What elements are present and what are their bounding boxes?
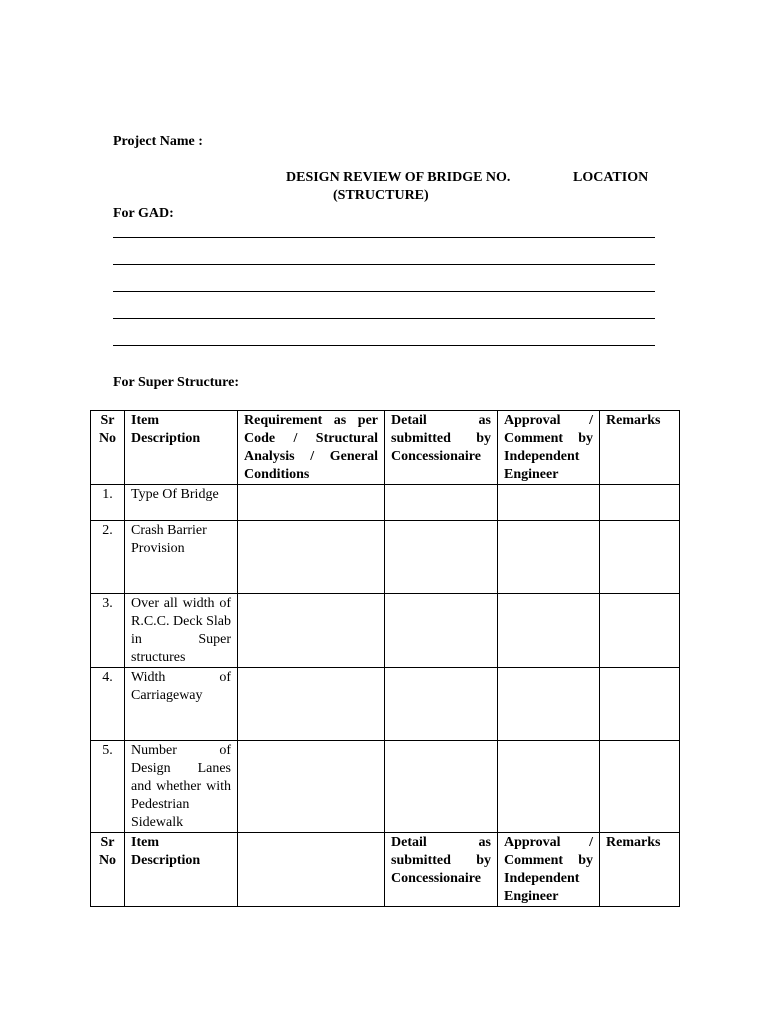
table-row bbox=[91, 521, 680, 594]
repeat-header-requirement bbox=[238, 833, 385, 907]
row-requirement-cell[interactable] bbox=[238, 668, 385, 741]
row-remarks-cell[interactable] bbox=[600, 521, 680, 594]
header-sr-no: Sr No bbox=[91, 411, 125, 485]
row-sr-no: 3. bbox=[91, 594, 125, 668]
header-requirement: Requirement as per Code / Structural Analysis / General Conditions bbox=[238, 411, 385, 485]
table-repeat-header-row bbox=[91, 833, 680, 907]
table-row bbox=[91, 741, 680, 833]
row-sr-no: 2. bbox=[91, 521, 125, 594]
row-requirement-cell[interactable] bbox=[238, 741, 385, 833]
row-detail-cell[interactable] bbox=[385, 521, 498, 594]
table-row bbox=[91, 594, 680, 668]
repeat-header-detail: Detail as submitted by Concessionaire bbox=[385, 833, 498, 907]
row-approval-cell[interactable] bbox=[498, 668, 600, 741]
row-detail-cell[interactable] bbox=[385, 485, 498, 521]
table-row bbox=[91, 485, 680, 521]
header-approval: Approval / Comment by Independent Engineer bbox=[498, 411, 600, 485]
super-structure-review-table bbox=[90, 410, 680, 907]
gad-blank-line bbox=[113, 264, 655, 265]
row-detail-cell[interactable] bbox=[385, 594, 498, 668]
table-header-row bbox=[91, 411, 680, 485]
for-super-structure-label: For Super Structure: bbox=[113, 375, 239, 390]
header-remarks: Remarks bbox=[600, 411, 680, 485]
table-row bbox=[91, 668, 680, 741]
row-detail-cell[interactable] bbox=[385, 668, 498, 741]
row-requirement-cell[interactable] bbox=[238, 521, 385, 594]
row-approval-cell[interactable] bbox=[498, 485, 600, 521]
document-title-line1: DESIGN REVIEW OF BRIDGE NO. bbox=[286, 170, 511, 185]
row-approval-cell[interactable] bbox=[498, 741, 600, 833]
gad-blank-line bbox=[113, 237, 655, 238]
header-item-description: Item Description bbox=[125, 411, 238, 485]
row-sr-no: 4. bbox=[91, 668, 125, 741]
header-detail: Detail as submitted by Concessionaire bbox=[385, 411, 498, 485]
row-sr-no: 5. bbox=[91, 741, 125, 833]
document-title-location: LOCATION bbox=[573, 170, 649, 185]
row-sr-no: 1. bbox=[91, 485, 125, 521]
row-remarks-cell[interactable] bbox=[600, 668, 680, 741]
gad-blank-line bbox=[113, 345, 655, 346]
row-detail-cell[interactable] bbox=[385, 741, 498, 833]
row-item-description: Over all width of R.C.C. Deck Slab in Super structures bbox=[125, 594, 238, 668]
row-approval-cell[interactable] bbox=[498, 521, 600, 594]
repeat-header-remarks: Remarks bbox=[600, 833, 680, 907]
gad-blank-line bbox=[113, 318, 655, 319]
gad-blank-line bbox=[113, 291, 655, 292]
repeat-header-approval: Approval / Comment by Independent Engineer bbox=[498, 833, 600, 907]
row-remarks-cell[interactable] bbox=[600, 594, 680, 668]
row-requirement-cell[interactable] bbox=[238, 485, 385, 521]
for-gad-label: For GAD: bbox=[113, 206, 174, 221]
row-item-description: Number of Design Lanes and whether with Pedestrian Sidewalk bbox=[125, 741, 238, 833]
row-item-description: Width of Carriageway bbox=[125, 668, 238, 741]
row-remarks-cell[interactable] bbox=[600, 741, 680, 833]
document-title-line2: (STRUCTURE) bbox=[333, 188, 429, 203]
project-name-label: Project Name : bbox=[113, 134, 203, 149]
row-requirement-cell[interactable] bbox=[238, 594, 385, 668]
repeat-header-item-description: Item Description bbox=[125, 833, 238, 907]
repeat-header-sr-no: Sr No bbox=[91, 833, 125, 907]
row-approval-cell[interactable] bbox=[498, 594, 600, 668]
row-remarks-cell[interactable] bbox=[600, 485, 680, 521]
row-item-description: Crash Barrier Provision bbox=[125, 521, 238, 594]
row-item-description: Type Of Bridge bbox=[125, 485, 238, 521]
